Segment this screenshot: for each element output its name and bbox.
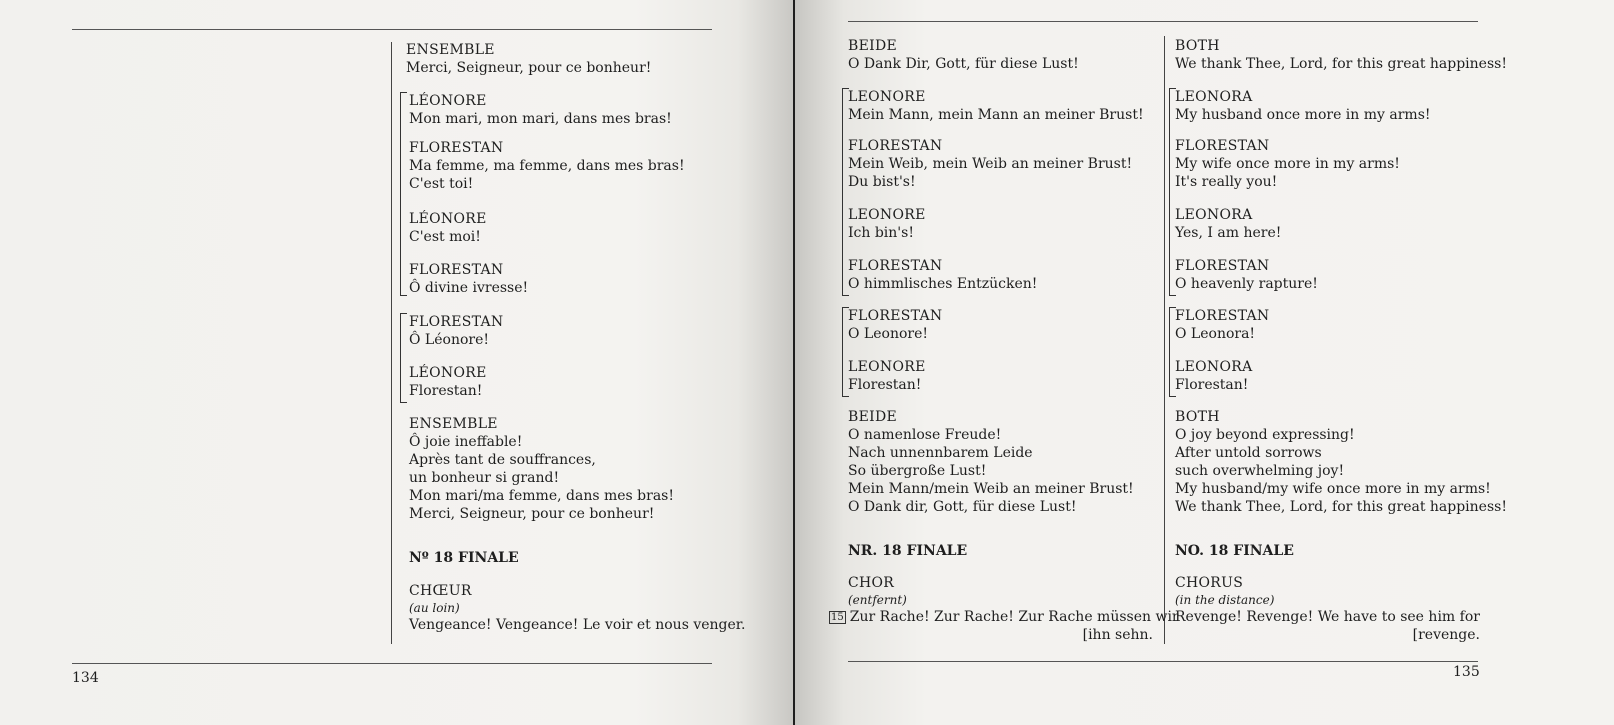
lyric-line: O joy beyond expressing!	[1175, 427, 1355, 443]
speaker-name: FLORESTAN	[848, 138, 943, 154]
speaker-name: LÉONORE	[409, 93, 487, 109]
speaker-name: CHORUS	[1175, 575, 1244, 591]
section-title: NO. 18 FINALE	[1175, 543, 1294, 559]
right-page	[795, 0, 1614, 725]
dialogue-block	[840, 257, 1037, 293]
lyric-line: After untold sorrows	[1175, 445, 1322, 461]
dialogue-block	[848, 408, 1134, 516]
lyric-continuation: [ihn sehn.	[1082, 627, 1153, 643]
bleed-through-text	[120, 44, 380, 98]
speaker-name: FLORESTAN	[409, 140, 504, 156]
lyric-line: Florestan!	[409, 383, 483, 399]
lyric-line: Ô Léonore!	[409, 332, 489, 348]
lyric-line: It's really you!	[1175, 174, 1278, 190]
lyric-line: C'est moi!	[409, 229, 481, 245]
chorus-block	[401, 582, 745, 634]
dialogue-block	[840, 137, 1132, 191]
lyric-line: un bonheur si grand!	[409, 470, 560, 486]
speaker-name: BEIDE	[848, 409, 897, 425]
lyric-line: Ô joie ineffable!	[409, 434, 523, 450]
lyric-line: Mein Weib, mein Weib an meiner Brust!	[848, 156, 1133, 172]
lyric-line: Du bist's!	[848, 174, 916, 190]
lyric-line: Après tant de souffrances,	[409, 452, 596, 468]
speaker-name: FLORESTAN	[1175, 138, 1270, 154]
speaker-name: FLORESTAN	[409, 262, 504, 278]
lyric-line: Ô divine ivresse!	[409, 280, 529, 296]
speaker-name: FLORESTAN	[1175, 258, 1270, 274]
lyric-line: O namenlose Freude!	[848, 427, 1002, 443]
dialogue-block	[401, 313, 503, 349]
page-number: 134	[72, 670, 99, 686]
speaker-name: BEIDE	[848, 38, 897, 54]
lyric-text: Zur Rache! Zur Rache! Zur Rache müssen wir	[849, 609, 1179, 625]
dialogue-block	[401, 139, 685, 193]
lyric-line: Florestan!	[1175, 377, 1249, 393]
dialogue-block	[1167, 358, 1252, 394]
dialogue-block	[1167, 307, 1269, 343]
lyric-line: Ich bin's!	[848, 225, 914, 241]
dialogue-block	[840, 307, 942, 343]
lyric-line: O Leonore!	[848, 326, 928, 342]
page-number: 135	[1453, 664, 1480, 680]
lyric-line: Merci, Seigneur, pour ce bonheur!	[406, 60, 652, 76]
lyric-line: Merci, Seigneur, pour ce bonheur!	[409, 506, 655, 522]
speaker-name: LEONORE	[848, 359, 926, 375]
speaker-name: BOTH	[1175, 409, 1220, 425]
speaker-name: FLORESTAN	[848, 258, 943, 274]
dialogue-block	[1167, 257, 1318, 293]
left-page	[0, 0, 793, 725]
section-title: Nº 18 FINALE	[409, 550, 519, 566]
lyric-line: O heavenly rapture!	[1175, 276, 1318, 292]
speaker-name: ENSEMBLE	[406, 42, 495, 58]
speaker-name: LEONORE	[848, 89, 926, 105]
lyric-line: Mein Mann/mein Weib an meiner Brust!	[848, 481, 1134, 497]
lyric-line: We thank Thee, Lord, for this great happiness!	[1175, 499, 1507, 515]
speaker-name: FLORESTAN	[1175, 308, 1270, 324]
dialogue-block	[840, 358, 926, 394]
dialogue-block	[401, 364, 487, 400]
speaker-name: LEONORA	[1175, 359, 1253, 375]
speaker-name: LEONORE	[848, 207, 926, 223]
lyric-line: C'est toi!	[409, 176, 474, 192]
stage-direction: (in the distance)	[1175, 593, 1275, 607]
lyric-line	[829, 608, 1179, 626]
lyric-line: Yes, I am here!	[1175, 225, 1282, 241]
speaker-name: BOTH	[1175, 38, 1220, 54]
column-divider	[391, 42, 392, 644]
bottom-rule	[72, 663, 712, 664]
speaker-name: LÉONORE	[409, 365, 487, 381]
lyric-line: O Dank Dir, Gott, für diese Lust!	[848, 56, 1079, 72]
speaker-name: FLORESTAN	[848, 308, 943, 324]
lyric-line: Mon mari, mon mari, dans mes bras!	[409, 111, 672, 127]
lyric-line: O Leonora!	[1175, 326, 1256, 342]
speaker-name: CHŒUR	[409, 583, 472, 599]
lyric-line: such overwhelming joy!	[1175, 463, 1345, 479]
speaker-name: CHOR	[848, 575, 895, 591]
lyric-line: So übergroße Lust!	[848, 463, 987, 479]
dialogue-block	[1167, 88, 1431, 124]
column-divider	[1164, 36, 1165, 644]
dialogue-block	[1175, 408, 1507, 516]
top-rule	[848, 21, 1478, 22]
section-title: NR. 18 FINALE	[848, 543, 968, 559]
dialogue-block	[1167, 206, 1281, 242]
lyric-line: Mon mari/ma femme, dans mes bras!	[409, 488, 674, 504]
stage-direction: (entfernt)	[848, 593, 907, 607]
stage-direction: (au loin)	[409, 601, 460, 615]
rehearsal-marker: 15	[831, 612, 844, 623]
speaker-name: LEONORA	[1175, 89, 1253, 105]
lyric-line: Vengeance! Vengeance! Le voir et nous venger.	[409, 617, 746, 633]
lyric-line: My husband once more in my arms!	[1175, 107, 1431, 123]
lyric-line: Florestan!	[848, 377, 922, 393]
dialogue-block	[840, 88, 1144, 124]
lyric-line: We thank Thee, Lord, for this great happiness!	[1175, 56, 1507, 72]
dialogue-block	[1175, 37, 1507, 73]
chorus-block	[1175, 574, 1480, 644]
lyric-line: O Dank dir, Gott, für diese Lust!	[848, 499, 1077, 515]
dialogue-block	[848, 37, 1079, 73]
chorus-block	[831, 574, 1179, 644]
lyric-line: My husband/my wife once more in my arms!	[1175, 481, 1491, 497]
speaker-name: LEONORA	[1175, 207, 1253, 223]
dialogue-block	[401, 415, 674, 523]
dialogue-block	[401, 261, 528, 297]
dialogue-block	[401, 92, 672, 128]
lyric-continuation: [revenge.	[1412, 627, 1480, 643]
speaker-name: LÉONORE	[409, 211, 487, 227]
speaker-name: FLORESTAN	[409, 314, 504, 330]
lyric-line: Ma femme, ma femme, dans mes bras!	[409, 158, 685, 174]
top-rule	[72, 29, 712, 30]
dialogue-block	[1167, 137, 1400, 191]
lyric-line: Revenge! Revenge! We have to see him for	[1175, 609, 1480, 625]
dialogue-block	[406, 41, 651, 77]
bottom-rule	[848, 661, 1478, 662]
dialogue-block	[840, 206, 926, 242]
lyric-line: My wife once more in my arms!	[1175, 156, 1400, 172]
lyric-line: Nach unnennbarem Leide	[848, 445, 1033, 461]
dialogue-block	[401, 210, 487, 246]
lyric-line: Mein Mann, mein Mann an meiner Brust!	[848, 107, 1144, 123]
speaker-name: ENSEMBLE	[409, 416, 498, 432]
lyric-line: O himmlisches Entzücken!	[848, 276, 1038, 292]
